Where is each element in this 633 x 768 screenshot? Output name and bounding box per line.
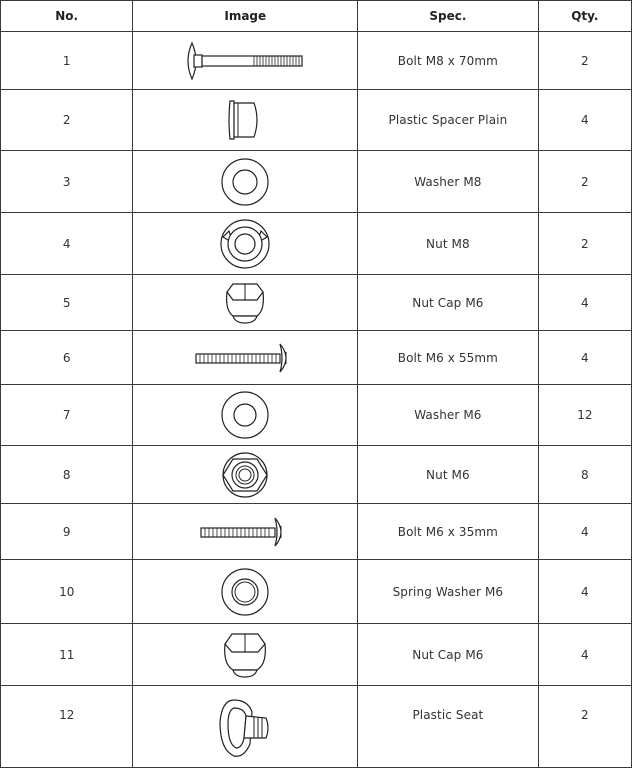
- row-image: [133, 686, 358, 768]
- bolt-icon: [190, 340, 300, 376]
- row-no: 3: [1, 151, 133, 213]
- plastic-spacer-icon: [220, 95, 270, 145]
- table-row: [1, 90, 632, 151]
- bolt-icon: [195, 514, 295, 550]
- row-image: [133, 504, 358, 560]
- row-qty: 2: [538, 32, 631, 90]
- row-image: [133, 32, 358, 90]
- table-row: [1, 213, 632, 275]
- table-row: [1, 275, 632, 331]
- row-no: 2: [1, 90, 133, 151]
- row-spec: Nut Cap M6: [358, 275, 539, 331]
- row-spec: Nut Cap M6: [358, 624, 539, 686]
- row-image: [133, 213, 358, 275]
- nut-cap-icon: [217, 280, 273, 326]
- header-image: Image: [133, 1, 358, 32]
- row-spec: Nut M6: [358, 446, 539, 504]
- washer-icon: [217, 156, 273, 208]
- nut-icon: [215, 217, 275, 271]
- row-spec: Washer M6: [358, 385, 539, 446]
- nut-cap-icon: [215, 630, 275, 680]
- row-no: 7: [1, 385, 133, 446]
- table-row: [1, 504, 632, 560]
- header-qty: Qty.: [538, 1, 631, 32]
- table-row: [1, 331, 632, 385]
- row-no: 6: [1, 331, 133, 385]
- row-spec: Washer M8: [358, 151, 539, 213]
- row-qty: 2: [538, 213, 631, 275]
- table-row: [1, 32, 632, 90]
- row-no: 1: [1, 32, 133, 90]
- row-qty: 4: [538, 90, 631, 151]
- spring-washer-icon: [217, 565, 273, 619]
- row-no: 12: [1, 686, 133, 768]
- row-qty: 4: [538, 504, 631, 560]
- table-row: [1, 624, 632, 686]
- header-spec: Spec.: [358, 1, 539, 32]
- row-image: [133, 331, 358, 385]
- row-spec: Plastic Spacer Plain: [358, 90, 539, 151]
- row-spec: Nut M8: [358, 213, 539, 275]
- row-image: [133, 560, 358, 624]
- row-spec: Plastic Seat: [358, 686, 539, 768]
- table-row: [1, 385, 632, 446]
- row-spec: Spring Washer M6: [358, 560, 539, 624]
- row-no: 10: [1, 560, 133, 624]
- row-image: [133, 385, 358, 446]
- row-image: [133, 624, 358, 686]
- plastic-seat-icon: [200, 692, 290, 762]
- row-image: [133, 446, 358, 504]
- carriage-bolt-icon: [180, 39, 310, 83]
- table-row: [1, 446, 632, 504]
- table-row: [1, 686, 632, 768]
- row-spec: Bolt M6 x 35mm: [358, 504, 539, 560]
- row-qty: 8: [538, 446, 631, 504]
- row-qty: 2: [538, 151, 631, 213]
- row-no: 8: [1, 446, 133, 504]
- row-no: 4: [1, 213, 133, 275]
- table-row: [1, 151, 632, 213]
- row-image: [133, 151, 358, 213]
- hex-nut-icon: [217, 449, 273, 501]
- row-qty: 4: [538, 275, 631, 331]
- row-no: 9: [1, 504, 133, 560]
- row-qty: 4: [538, 331, 631, 385]
- row-no: 11: [1, 624, 133, 686]
- row-image: [133, 90, 358, 151]
- header-no: No.: [1, 1, 133, 32]
- row-spec: Bolt M8 x 70mm: [358, 32, 539, 90]
- row-qty: 2: [538, 686, 631, 768]
- row-qty: 4: [538, 560, 631, 624]
- table-row: [1, 560, 632, 624]
- header-row: [1, 1, 632, 32]
- washer-icon: [217, 389, 273, 441]
- row-no: 5: [1, 275, 133, 331]
- row-spec: Bolt M6 x 55mm: [358, 331, 539, 385]
- row-qty: 12: [538, 385, 631, 446]
- row-image: [133, 275, 358, 331]
- row-qty: 4: [538, 624, 631, 686]
